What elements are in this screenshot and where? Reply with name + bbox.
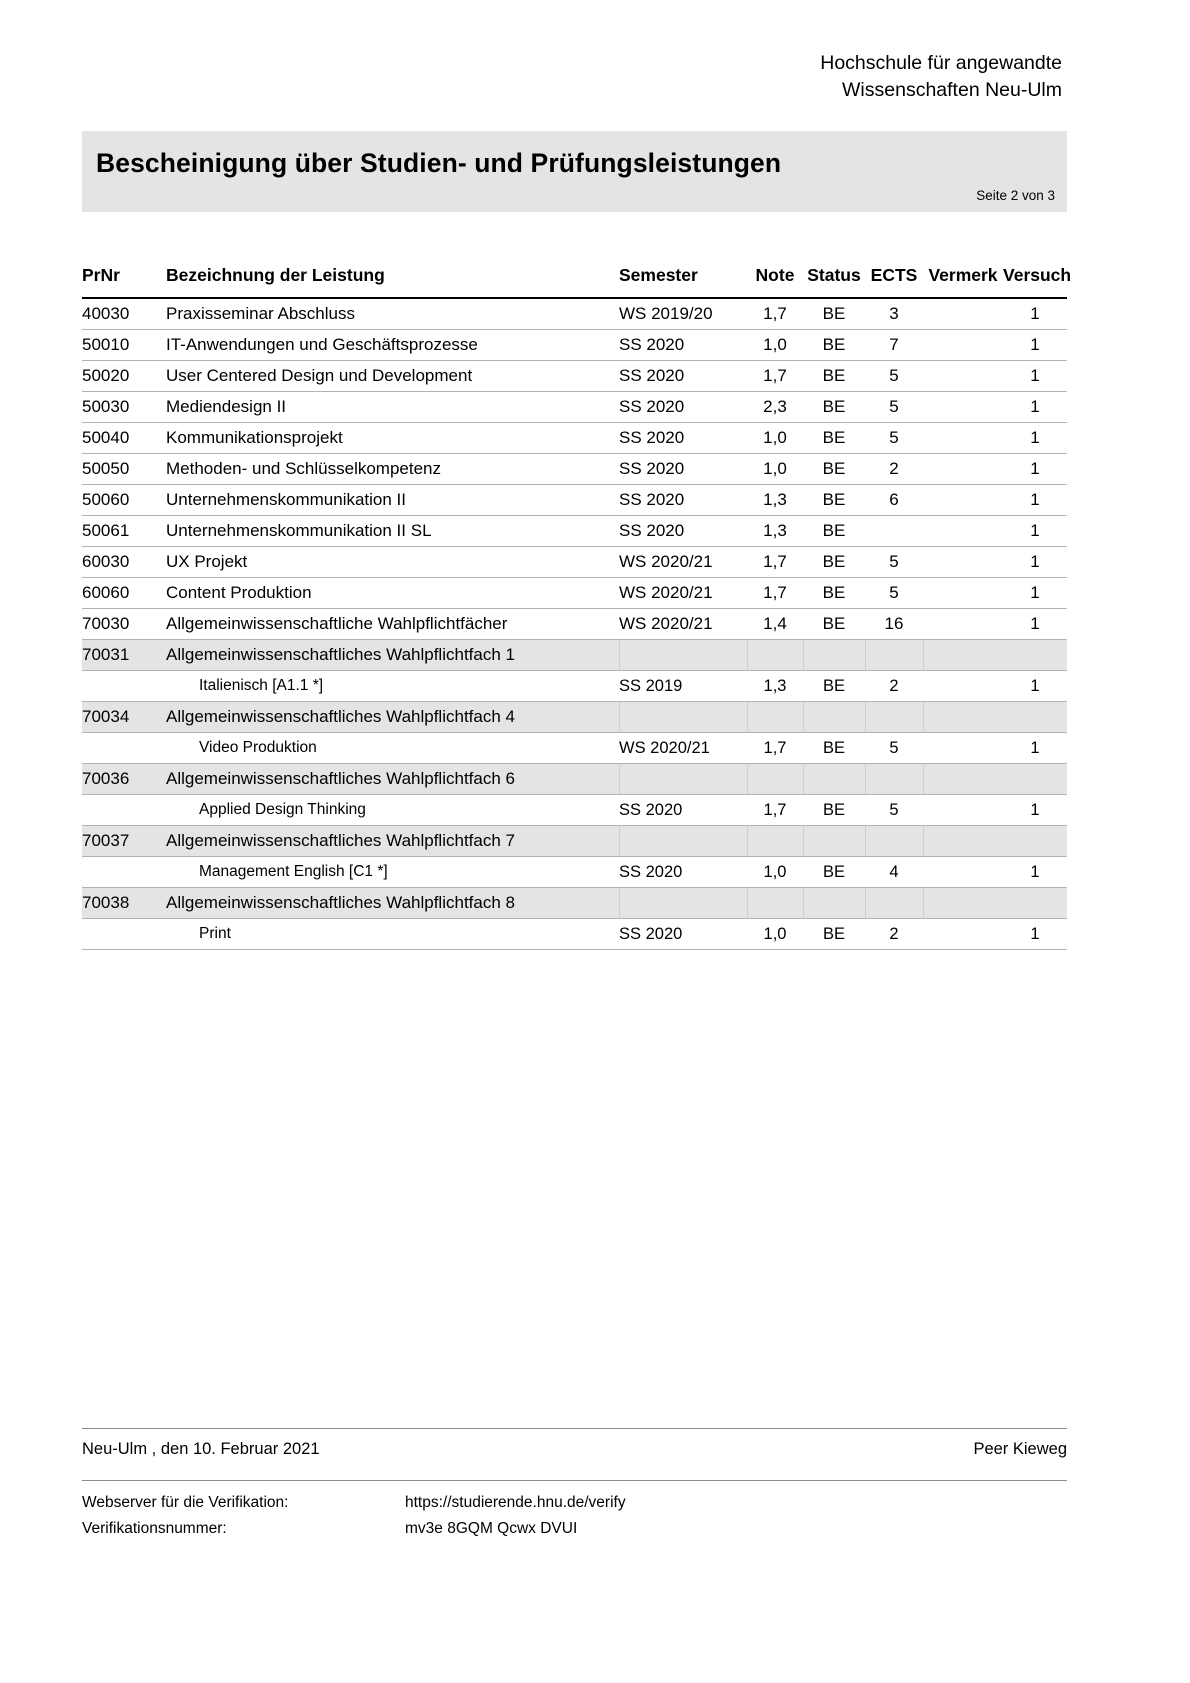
cell-prnr: 50020	[82, 361, 166, 392]
cell-name: IT-Anwendungen und Geschäftsprozesse	[166, 330, 619, 361]
table-row	[82, 547, 1067, 578]
table-row	[82, 640, 1067, 671]
grades-table	[82, 258, 1072, 950]
verification-server-value[interactable]: https://studierende.hnu.de/verify	[405, 1494, 626, 1511]
cell-vermerk	[923, 733, 1003, 764]
table-row	[82, 795, 1067, 826]
cell-status	[803, 640, 865, 671]
cell-versuch: 1	[1003, 516, 1067, 547]
table-row	[82, 857, 1067, 888]
cell-ects: 4	[865, 857, 923, 888]
cell-vermerk	[923, 795, 1003, 826]
cell-semester: SS 2020	[619, 795, 747, 826]
table-row	[82, 609, 1067, 640]
cell-note: 1,0	[747, 423, 803, 454]
cell-ects: 16	[865, 609, 923, 640]
table-row	[82, 578, 1067, 609]
cell-versuch	[1003, 764, 1067, 795]
table-row	[82, 888, 1067, 919]
cell-vermerk	[923, 485, 1003, 516]
institution-line-2: Wissenschaften Neu-Ulm	[842, 79, 1062, 101]
cell-vermerk	[923, 919, 1003, 950]
cell-note: 1,7	[747, 733, 803, 764]
cell-vermerk	[923, 330, 1003, 361]
cell-prnr: 50030	[82, 392, 166, 423]
cell-semester	[619, 888, 747, 919]
page-indicator: Seite 2 von 3	[976, 188, 1055, 203]
cell-semester: SS 2020	[619, 919, 747, 950]
cell-vermerk	[923, 298, 1003, 330]
cell-versuch: 1	[1003, 609, 1067, 640]
cell-name: Allgemeinwissenschaftliches Wahlpflichtfach 6	[166, 764, 619, 795]
cell-ects	[865, 516, 923, 547]
cell-name: Allgemeinwissenschaftliches Wahlpflichtfach 4	[166, 702, 619, 733]
cell-name: Italienisch [A1.1 *]	[166, 671, 619, 702]
table-row	[82, 702, 1067, 733]
cell-prnr: 70030	[82, 609, 166, 640]
cell-semester: SS 2019	[619, 671, 747, 702]
cell-versuch: 1	[1003, 671, 1067, 702]
cell-status	[803, 764, 865, 795]
cell-versuch: 1	[1003, 547, 1067, 578]
cell-status: BE	[803, 485, 865, 516]
cell-note	[747, 888, 803, 919]
cell-prnr	[82, 919, 166, 950]
cell-ects	[865, 702, 923, 733]
signature-row	[82, 1438, 1067, 1460]
cell-status: BE	[803, 671, 865, 702]
cell-status: BE	[803, 857, 865, 888]
cell-ects: 7	[865, 330, 923, 361]
cell-prnr	[82, 795, 166, 826]
cell-note: 1,4	[747, 609, 803, 640]
cell-name: Praxisseminar Abschluss	[166, 298, 619, 330]
place-and-date: Neu-Ulm , den 10. Februar 2021	[82, 1440, 320, 1458]
cell-ects	[865, 764, 923, 795]
cell-status: BE	[803, 454, 865, 485]
cell-semester: SS 2020	[619, 516, 747, 547]
cell-name: Allgemeinwissenschaftliches Wahlpflichtfach 1	[166, 640, 619, 671]
cell-status: BE	[803, 423, 865, 454]
cell-prnr: 50060	[82, 485, 166, 516]
verification-number-row	[82, 1516, 1067, 1542]
cell-note: 1,0	[747, 330, 803, 361]
verification-number-value: mv3e 8GQM Qcwx DVUI	[405, 1520, 578, 1537]
cell-ects: 5	[865, 423, 923, 454]
table-header-row	[82, 258, 1067, 298]
cell-name: Management English [C1 *]	[166, 857, 619, 888]
column-header-prnr: PrNr	[82, 258, 166, 298]
table-row	[82, 423, 1067, 454]
cell-ects: 2	[865, 454, 923, 485]
cell-status: BE	[803, 516, 865, 547]
cell-versuch: 1	[1003, 423, 1067, 454]
cell-note: 1,3	[747, 671, 803, 702]
cell-vermerk	[923, 547, 1003, 578]
cell-name: Allgemeinwissenschaftliche Wahlpflichtfächer	[166, 609, 619, 640]
cell-name: Unternehmenskommunikation II SL	[166, 516, 619, 547]
cell-versuch: 1	[1003, 361, 1067, 392]
cell-status: BE	[803, 919, 865, 950]
cell-name: Allgemeinwissenschaftliches Wahlpflichtfach 7	[166, 826, 619, 857]
cell-vermerk	[923, 392, 1003, 423]
cell-ects: 5	[865, 547, 923, 578]
cell-ects: 5	[865, 392, 923, 423]
cell-name: Mediendesign II	[166, 392, 619, 423]
cell-ects	[865, 826, 923, 857]
cell-prnr: 50061	[82, 516, 166, 547]
column-header-ects: ECTS	[865, 258, 923, 298]
column-header-semester: Semester	[619, 258, 747, 298]
institution-line-1: Hochschule für angewandte	[820, 52, 1062, 74]
cell-semester: SS 2020	[619, 361, 747, 392]
cell-name: Print	[166, 919, 619, 950]
table-row	[82, 392, 1067, 423]
cell-ects: 3	[865, 298, 923, 330]
table-row	[82, 330, 1067, 361]
cell-prnr: 70036	[82, 764, 166, 795]
cell-note	[747, 764, 803, 795]
cell-vermerk	[923, 764, 1003, 795]
cell-status: BE	[803, 361, 865, 392]
cell-vermerk	[923, 702, 1003, 733]
verification-divider	[82, 1480, 1067, 1481]
cell-semester: WS 2019/20	[619, 298, 747, 330]
table-row	[82, 454, 1067, 485]
cell-status: BE	[803, 795, 865, 826]
cell-vermerk	[923, 361, 1003, 392]
cell-vermerk	[923, 671, 1003, 702]
cell-prnr: 60030	[82, 547, 166, 578]
cell-versuch: 1	[1003, 298, 1067, 330]
cell-status: BE	[803, 298, 865, 330]
cell-ects: 5	[865, 733, 923, 764]
column-header-versuch: Versuch	[1003, 258, 1067, 298]
cell-semester: SS 2020	[619, 454, 747, 485]
column-header-status: Status	[803, 258, 865, 298]
cell-status: BE	[803, 392, 865, 423]
cell-note: 1,3	[747, 516, 803, 547]
cell-note: 1,7	[747, 547, 803, 578]
cell-name: Methoden- und Schlüsselkompetenz	[166, 454, 619, 485]
cell-ects: 6	[865, 485, 923, 516]
cell-vermerk	[923, 888, 1003, 919]
cell-vermerk	[923, 857, 1003, 888]
cell-status: BE	[803, 578, 865, 609]
table-row	[82, 485, 1067, 516]
cell-status: BE	[803, 733, 865, 764]
cell-vermerk	[923, 578, 1003, 609]
cell-semester	[619, 640, 747, 671]
table-row	[82, 298, 1067, 330]
cell-semester: SS 2020	[619, 485, 747, 516]
cell-semester: WS 2020/21	[619, 547, 747, 578]
cell-note	[747, 702, 803, 733]
cell-prnr	[82, 857, 166, 888]
cell-prnr: 50050	[82, 454, 166, 485]
page-title: Bescheinigung über Studien- und Prüfungsleistungen	[96, 148, 782, 178]
cell-semester: SS 2020	[619, 392, 747, 423]
cell-note: 1,7	[747, 361, 803, 392]
cell-note	[747, 640, 803, 671]
cell-note: 1,7	[747, 298, 803, 330]
signature-divider	[82, 1428, 1067, 1429]
cell-versuch	[1003, 888, 1067, 919]
cell-semester: WS 2020/21	[619, 578, 747, 609]
cell-versuch	[1003, 826, 1067, 857]
column-header-vermerk: Vermerk	[923, 258, 1003, 298]
cell-note: 2,3	[747, 392, 803, 423]
table-row	[82, 671, 1067, 702]
cell-name: Applied Design Thinking	[166, 795, 619, 826]
cell-semester: WS 2020/21	[619, 609, 747, 640]
cell-semester	[619, 702, 747, 733]
table-row	[82, 826, 1067, 857]
cell-name: Allgemeinwissenschaftliches Wahlpflichtfach 8	[166, 888, 619, 919]
cell-vermerk	[923, 423, 1003, 454]
cell-semester: SS 2020	[619, 423, 747, 454]
table-row	[82, 361, 1067, 392]
cell-vermerk	[923, 826, 1003, 857]
cell-versuch: 1	[1003, 454, 1067, 485]
cell-prnr: 50010	[82, 330, 166, 361]
cell-prnr: 70031	[82, 640, 166, 671]
institution-header	[820, 50, 1062, 104]
column-header-name: Bezeichnung der Leistung	[166, 258, 619, 298]
cell-versuch: 1	[1003, 330, 1067, 361]
cell-note: 1,0	[747, 454, 803, 485]
cell-versuch: 1	[1003, 919, 1067, 950]
cell-semester	[619, 826, 747, 857]
cell-versuch: 1	[1003, 578, 1067, 609]
verification-server-label: Webserver für die Verifikation:	[82, 1494, 289, 1511]
cell-status: BE	[803, 609, 865, 640]
cell-vermerk	[923, 516, 1003, 547]
cell-semester	[619, 764, 747, 795]
cell-prnr	[82, 671, 166, 702]
cell-prnr: 50040	[82, 423, 166, 454]
signatory-name: Peer Kieweg	[973, 1440, 1067, 1458]
cell-name: Video Produktion	[166, 733, 619, 764]
table-body	[82, 298, 1067, 950]
cell-note	[747, 826, 803, 857]
cell-versuch: 1	[1003, 733, 1067, 764]
cell-prnr: 70038	[82, 888, 166, 919]
cell-name: Kommunikationsprojekt	[166, 423, 619, 454]
cell-semester: WS 2020/21	[619, 733, 747, 764]
cell-note: 1,7	[747, 795, 803, 826]
cell-note: 1,3	[747, 485, 803, 516]
cell-ects	[865, 888, 923, 919]
cell-versuch: 1	[1003, 795, 1067, 826]
cell-semester: SS 2020	[619, 330, 747, 361]
verification-block	[82, 1490, 1067, 1542]
cell-prnr	[82, 733, 166, 764]
cell-ects: 5	[865, 578, 923, 609]
table-row	[82, 516, 1067, 547]
cell-prnr: 60060	[82, 578, 166, 609]
cell-ects	[865, 640, 923, 671]
cell-prnr: 70034	[82, 702, 166, 733]
table-row	[82, 919, 1067, 950]
cell-name: UX Projekt	[166, 547, 619, 578]
table-row	[82, 733, 1067, 764]
cell-note: 1,0	[747, 857, 803, 888]
column-header-note: Note	[747, 258, 803, 298]
cell-prnr: 40030	[82, 298, 166, 330]
cell-versuch: 1	[1003, 392, 1067, 423]
cell-versuch: 1	[1003, 485, 1067, 516]
cell-name: Content Produktion	[166, 578, 619, 609]
cell-status: BE	[803, 330, 865, 361]
cell-versuch: 1	[1003, 857, 1067, 888]
cell-vermerk	[923, 454, 1003, 485]
cell-ects: 5	[865, 795, 923, 826]
cell-versuch	[1003, 702, 1067, 733]
table-header	[82, 258, 1072, 298]
cell-status: BE	[803, 547, 865, 578]
cell-vermerk	[923, 609, 1003, 640]
cell-versuch	[1003, 640, 1067, 671]
cell-note: 1,7	[747, 578, 803, 609]
cell-ects: 2	[865, 671, 923, 702]
verification-number-label: Verifikationsnummer:	[82, 1520, 227, 1537]
cell-status	[803, 702, 865, 733]
cell-ects: 2	[865, 919, 923, 950]
cell-name: Unternehmenskommunikation II	[166, 485, 619, 516]
cell-status	[803, 888, 865, 919]
cell-vermerk	[923, 640, 1003, 671]
verification-server-row	[82, 1490, 1067, 1516]
cell-status	[803, 826, 865, 857]
cell-ects: 5	[865, 361, 923, 392]
cell-semester: SS 2020	[619, 857, 747, 888]
cell-note: 1,0	[747, 919, 803, 950]
cell-prnr: 70037	[82, 826, 166, 857]
table-row	[82, 764, 1067, 795]
title-band	[82, 131, 1067, 212]
cell-name: User Centered Design und Development	[166, 361, 619, 392]
